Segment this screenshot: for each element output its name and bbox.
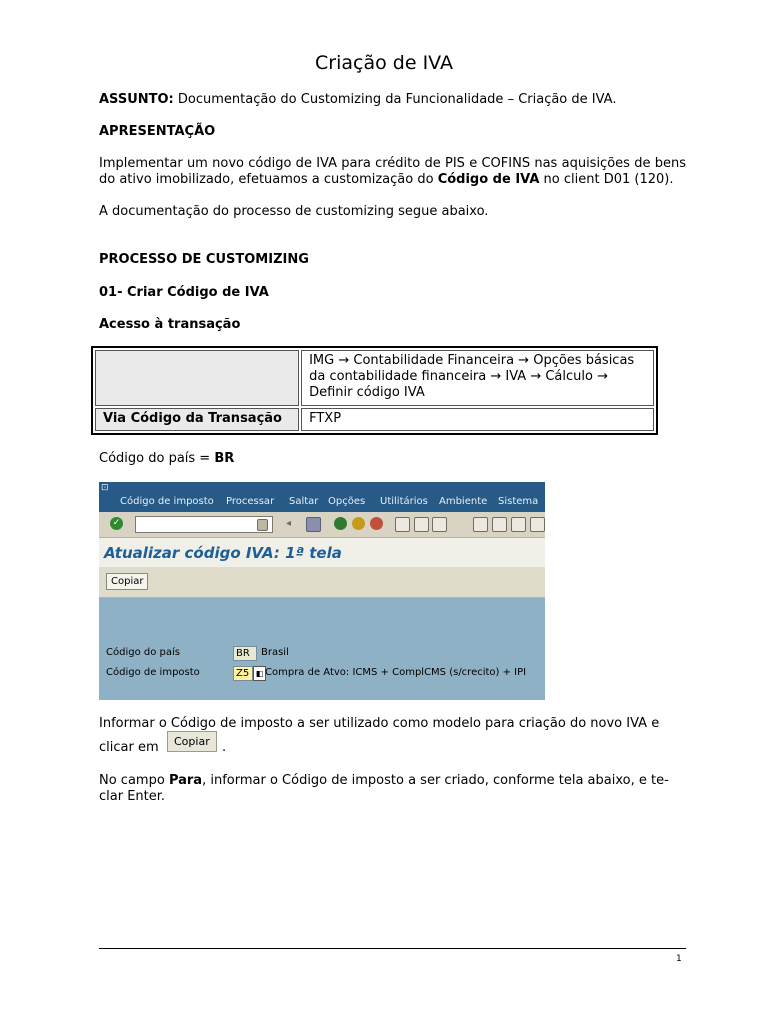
sap-menu-bar — [99, 482, 545, 512]
field-imposto-input[interactable]: Z5 — [233, 666, 253, 681]
exit-icon[interactable] — [352, 517, 365, 530]
enter-icon[interactable]: ✓ — [110, 517, 123, 530]
apresentacao-heading: APRESENTAÇÃO — [99, 124, 216, 139]
menu-saltar[interactable]: Saltar — [289, 496, 319, 507]
codigo-pais-value: BR — [214, 451, 235, 466]
find-icon[interactable] — [414, 517, 429, 532]
step-heading: 01- Criar Código de IVA — [99, 285, 269, 300]
menu-utilitarios[interactable]: Utilitários — [380, 496, 428, 507]
codigo-pais-label: Código do país = — [99, 451, 215, 466]
access-table — [91, 346, 658, 435]
sap-toolbar — [99, 512, 545, 538]
field-imposto-description: Compra de Atvo: ICMS + ComplCMS (s/crecito) + IPI — [265, 667, 527, 678]
sap-window-icon: ⊡ — [101, 483, 109, 493]
campo-para-bold: Para — [168, 773, 203, 788]
table-row — [95, 408, 654, 431]
apresentacao-text-1: Implementar um novo código de IVA para crédito de PIS e COFINS nas aquisições de bens do ativo imobilizado, efetuamos a customização do — [99, 156, 686, 187]
sap-screen-title-bar — [99, 538, 545, 567]
codigo-iva-bold: Código de IVA — [437, 172, 540, 187]
codigo-pais-line — [99, 451, 686, 467]
command-field[interactable] — [135, 516, 273, 533]
campo-para-text-2: , informar o Código de imposto a ser criado, conforme tela abaixo, e te-clar Enter. — [99, 773, 669, 804]
field-pais-label: Código do país — [106, 647, 180, 658]
acesso-heading: Acesso à transação — [99, 317, 241, 332]
menu-opcoes[interactable]: Opções — [328, 496, 366, 507]
informar-line-2: clicar em — [99, 740, 159, 755]
last-page-icon[interactable] — [530, 517, 545, 532]
field-pais-description: Brasil — [261, 647, 289, 658]
find-next-icon[interactable] — [432, 517, 447, 532]
menu-sistema[interactable]: Sistema — [498, 496, 539, 507]
img-path-cell: IMG → Contabilidade Financeira → Opções básicas da contabilidade financeira → IVA → Cálculo → Definir código IVA — [301, 350, 654, 406]
document-title: Criação de IVA — [315, 52, 453, 74]
sap-application-toolbar — [99, 567, 545, 598]
copiar-button-image: Copiar — [167, 731, 217, 752]
f4-help-icon[interactable]: ◧ — [253, 666, 266, 681]
transaction-code-cell: FTXP — [301, 408, 654, 431]
menu-processar[interactable]: Processar — [226, 496, 275, 507]
previous-page-icon[interactable] — [492, 517, 507, 532]
assunto-text: Documentação do Customizing da Funcionalidade – Criação de IVA. — [173, 92, 617, 107]
footer-divider — [99, 948, 686, 949]
table-cell-label — [95, 350, 299, 406]
table-row — [95, 350, 654, 406]
separator-arrow-icon: ◂ — [286, 518, 292, 529]
assunto-line — [99, 92, 686, 108]
first-page-icon[interactable] — [473, 517, 488, 532]
page-number: 1 — [676, 954, 682, 964]
apresentacao-paragraph-2: A documentação do processo de customizing segue abaixo. — [99, 204, 489, 219]
menu-ambiente[interactable]: Ambiente — [439, 496, 488, 507]
back-icon[interactable] — [334, 517, 347, 530]
campo-para-text-1: No campo — [99, 773, 169, 788]
campo-para-paragraph — [99, 773, 686, 805]
sap-screen-title: Atualizar código IVA: 1ª tela — [104, 544, 342, 562]
via-codigo-label: Via Código da Transação — [95, 408, 299, 431]
informar-line-2-end: . — [222, 740, 227, 755]
menu-codigo-imposto[interactable]: Código de imposto — [120, 496, 214, 507]
sap-copy-button[interactable]: Copiar — [106, 573, 148, 590]
save-icon[interactable] — [306, 517, 321, 532]
sap-screenshot — [99, 482, 545, 700]
processo-heading: PROCESSO DE CUSTOMIZING — [99, 252, 309, 267]
field-imposto-label: Código de imposto — [106, 667, 200, 678]
cancel-icon[interactable] — [370, 517, 383, 530]
print-icon[interactable] — [395, 517, 410, 532]
assunto-label: ASSUNTO: — [99, 92, 174, 107]
informar-line-1: Informar o Código de imposto a ser utilizado como modelo para criação do novo IVA e — [99, 716, 660, 731]
command-dropdown-icon[interactable] — [257, 519, 268, 531]
apresentacao-paragraph — [99, 156, 686, 188]
apresentacao-text-2: no client D01 (120). — [539, 172, 674, 187]
next-page-icon[interactable] — [511, 517, 526, 532]
field-pais-input[interactable]: BR — [233, 646, 257, 661]
